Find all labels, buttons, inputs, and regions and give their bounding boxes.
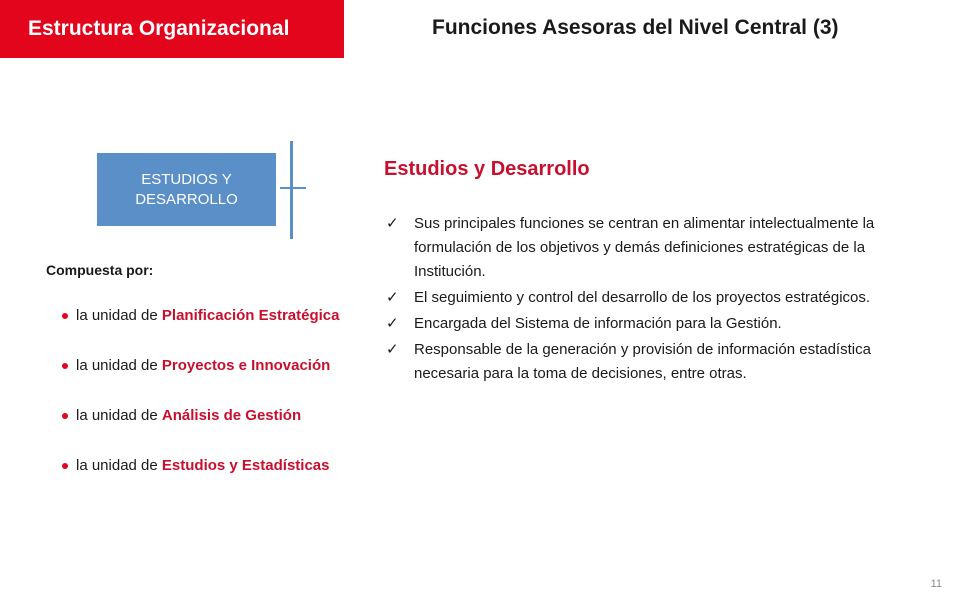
checkmark-icon: ✓	[386, 315, 399, 332]
function-text: El seguimiento y control del desarrollo de los proyectos estratégicos.	[414, 289, 871, 306]
unit-item	[46, 454, 356, 478]
page-number: 11	[930, 578, 942, 590]
slide-title: Funciones Asesoras del Nivel Central (3)	[432, 16, 839, 39]
org-connector-vertical	[290, 141, 293, 239]
org-connector-horizontal	[280, 187, 306, 189]
functions-title: Estudios y Desarrollo	[384, 158, 590, 180]
unit-item	[46, 404, 356, 428]
checkmark-icon: ✓	[386, 341, 399, 358]
composition-heading: Compuesta por:	[46, 262, 154, 278]
section-label: Estructura Organizacional	[0, 0, 344, 58]
org-chart-box: ESTUDIOS Y DESARROLLO	[97, 153, 276, 226]
bullet-icon	[62, 463, 68, 469]
unit-prefix: la unidad de	[76, 407, 162, 424]
function-text: Sus principales funciones se centran en alimentar intelectualmente la formulación de los objetivos y demás definiciones estratégicas de la Institución.	[414, 215, 875, 280]
checkmark-icon: ✓	[386, 215, 399, 232]
function-item	[384, 212, 914, 284]
function-text: Encargada del Sistema de información para la Gestión.	[414, 315, 782, 332]
function-item	[384, 338, 914, 386]
unit-name: Análisis de Gestión	[161, 407, 302, 424]
unit-list	[46, 304, 356, 504]
function-item	[384, 312, 914, 336]
unit-name: Estudios y Estadísticas	[161, 457, 330, 474]
bullet-icon	[62, 363, 68, 369]
bullet-icon	[62, 413, 68, 419]
unit-item	[46, 354, 356, 378]
functions-list	[384, 212, 914, 388]
function-item	[384, 286, 914, 310]
unit-prefix: la unidad de	[76, 307, 162, 324]
function-text: Responsable de la generación y provisión de información estadística necesaria para la toma de decisiones, entre otras.	[414, 341, 871, 382]
unit-name: Proyectos e Innovación	[161, 357, 331, 374]
checkmark-icon: ✓	[386, 289, 399, 306]
unit-prefix: la unidad de	[76, 357, 162, 374]
unit-prefix: la unidad de	[76, 457, 162, 474]
unit-item	[46, 304, 356, 328]
bullet-icon	[62, 313, 68, 319]
unit-name: Planificación Estratégica	[161, 307, 340, 324]
